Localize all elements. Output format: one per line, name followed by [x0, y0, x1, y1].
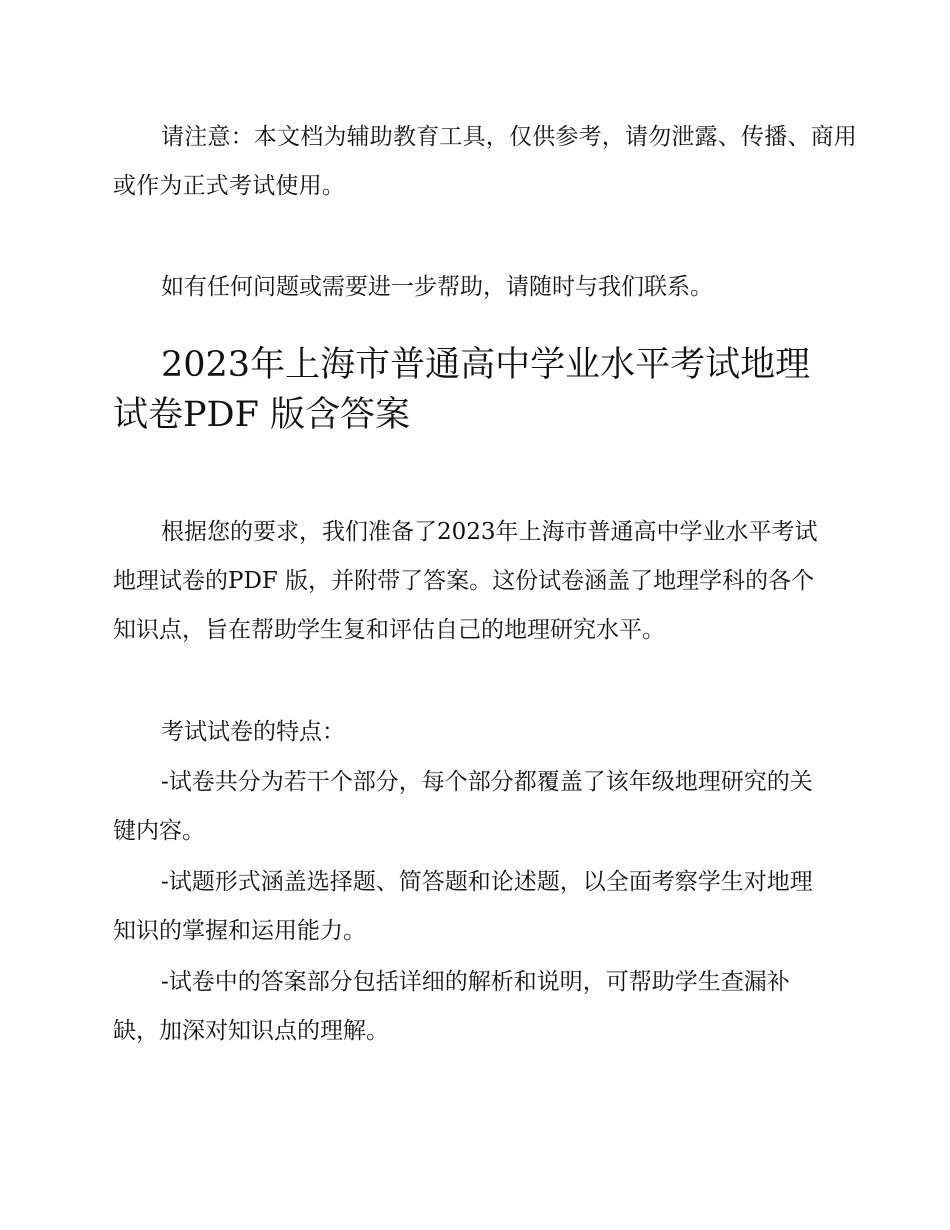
document-title: 2023年上海市普通高中学业水平考试地理试卷PDF 版含答案: [113, 345, 811, 435]
intro-paragraph: 根据您的要求，我们准备了2023年上海市普通高中学业水平考试地理试卷的PDF 版，并附带了答案。这份试卷涵盖了地理学科的各个知识点，旨在帮助学生复和评估自己的地理研究水平。: [113, 519, 818, 643]
feature-item: -试题形式涵盖选择题、简答题和论述题，以全面考察学生对地理知识的掌握和运用能力。: [113, 869, 813, 944]
features-heading: 考试试卷的特点：: [161, 719, 345, 745]
contact-note: 如有任何问题或需要进一步帮助，请随时与我们联系。: [161, 274, 713, 300]
feature-item: -试卷共分为若干个部分，每个部分都覆盖了该年级地理研究的关键内容。: [113, 769, 813, 844]
disclaimer-notice: 请注意：本文档为辅助教育工具，仅供参考，请勿泄露、传播、商用或作为正式考试使用。: [113, 124, 857, 199]
feature-item: -试卷中的答案部分包括详细的解析和说明，可帮助学生查漏补缺，加深对知识点的理解。: [113, 969, 790, 1044]
